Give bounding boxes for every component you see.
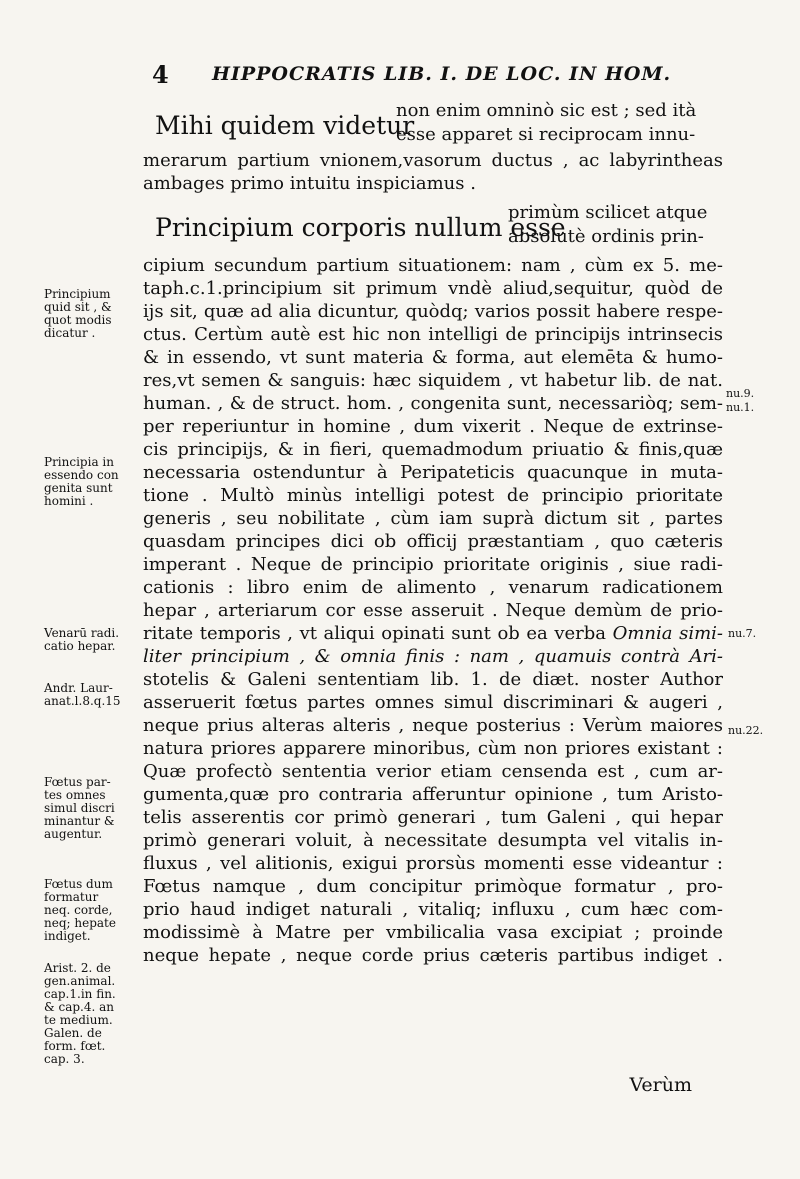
text-line: natura priores apparere minoribus, cùm non priores existant : [143,738,723,759]
margin-reference: nu.7. [728,627,757,640]
text-line: generis , seu nobilitate , cùm iam suprà dictum sit , partes [143,508,723,529]
margin-note-line: tes omnes [44,788,106,802]
margin-note [44,682,140,708]
margin-note-line: neq; hepate [44,916,116,930]
italic-quote: Omnia simi- [612,623,723,644]
text-line: cis principijs, & in fieri, quemadmodum priuatio & finis,quæ [143,439,723,460]
text-line: per reperiuntur in homine , dum vixerit . Neque de extrinse- [143,416,723,437]
margin-note-line: simul discri [44,801,115,815]
margin-reference: nu.9. [726,387,755,400]
text-line: ijs sit, quæ ad alia dicuntur, quòdq; varios possit habere respe- [143,301,723,322]
lemma-2-lead: Principium corporis nullum esse [155,213,566,242]
margin-note-line: quot modis [44,313,112,327]
margin-note-line: augentur. [44,827,103,841]
lemma-1-lead: Mihi quidem videtur [155,111,415,140]
text-line: imperant . Neque de principio prioritate originis , siue radi- [143,554,723,575]
text-line: asseruerit fœtus partes omnes simul discriminari & augeri , [143,692,723,713]
text-line: cipium secundum partium situationem: nam , cùm ex 5. me- [143,255,723,276]
margin-note [44,627,140,653]
margin-note-line: essendo con [44,468,119,482]
text-line: Fœtus namque , dum concipitur primòque formatur , pro- [143,876,723,897]
margin-note-line: neq. corde, [44,903,113,917]
text-line: ctus. Certùm autè est hic non intelligi de principijs intrinsecis [143,324,723,345]
text-line: necessaria ostenduntur à Peripateticis quacunque in muta- [143,462,723,483]
text-line: neque hepate , neque corde prius cæteris partibus indiget . [143,945,723,966]
margin-reference: nu.22. [728,724,764,737]
margin-reference: nu.1. [726,401,755,414]
text-line: primò generari voluit, à necessitate desumpta vel vitalis in- [143,830,723,851]
text-line: tione . Multò minùs intelligi potest de principio prioritate [143,485,723,506]
margin-note [44,962,140,1066]
margin-note-line: Principia in [44,455,114,469]
text-line: cationis : libro enim de alimento , venarum radicationem [143,577,723,598]
margin-note [44,776,140,841]
margin-note-line: indiget. [44,929,91,943]
margin-note-line: gen.animal. [44,974,116,988]
margin-note [44,878,140,943]
text-line: ambages primo intuitu inspiciamus . [143,173,476,194]
margin-note-line: formatur [44,890,99,904]
lemma-2-upper: primùm scilicet atque [508,202,708,223]
text-line: telis asserentis cor primò generari , tum Galeni , qui hepar [143,807,723,828]
margin-note-line: Venarū radi. [44,626,120,640]
margin-note-line: anat.l.8.q.15 [44,694,121,708]
margin-note-line: catio hepar. [44,639,116,653]
margin-note-line: Fœtus par- [44,775,111,789]
margin-note-line: cap. 3. [44,1052,85,1066]
text-line: merarum partium vnionem,vasorum ductus , ac labyrintheas [143,150,723,171]
running-head: HIPPOCRATIS LIB. I. DE LOC. IN HOM. [212,63,672,85]
text-line [143,623,723,646]
margin-note-line: Fœtus dum [44,877,113,891]
text-line: Quæ profectò sententia verior etiam censenda est , cum ar- [143,761,723,782]
margin-note-line: dicatur . [44,326,96,340]
margin-note-line: cap.1.in fin. [44,987,116,1001]
lemma-1-upper: non enim omninò sic est ; sed ità [396,100,697,121]
page-header [0,58,800,94]
margin-note-line: homini . [44,494,94,508]
lemma-1-lower: esse apparet si reciprocam innu- [396,124,696,145]
text-line: neque prius alteras alteris , neque posterius : Verùm maiores [143,715,723,736]
text-line: & in essendo, vt sunt materia & forma, aut elemēta & humo- [143,347,723,368]
lemma-2-lower: absolutè ordinis prin- [508,226,704,247]
margin-note [44,288,140,340]
margin-note-line: Principium [44,287,111,301]
text-line: human. , & de struct. hom. , congenita sunt, necessariòq; sem- [143,393,723,414]
margin-note-line: genita sunt [44,481,113,495]
margin-note-line: quid sit , & [44,300,112,314]
text-line: taph.c.1.principium sit primum vndè aliud,sequitur, quòd de [143,278,723,299]
text-line: fluxus , vel alitionis, exigui prorsùs momenti esse videantur : [143,853,723,874]
margin-note-line: & cap.4. an [44,1000,115,1014]
catchword: Verùm [629,1074,692,1096]
text-line: hepar , arteriarum cor esse asseruit . Neque demùm de prio- [143,600,723,621]
margin-note [44,456,140,508]
text-line: liter principium , & omnia finis : nam , quamuis contrà Ari- [143,646,723,667]
margin-note-line: form. fœt. [44,1039,106,1053]
text-line: res,vt semen & sanguis: hæc siquidem , vt habetur lib. de nat. [143,370,723,391]
margin-note-line: Galen. de [44,1026,102,1040]
text-segment: ritate temporis , vt aliqui opinati sunt ob ea verba [143,623,607,644]
margin-note-line: te medium. [44,1013,113,1027]
text-line: quasdam principes dici ob officij præstantiam , quo cæteris [143,531,723,552]
text-line: stotelis & Galeni sententiam lib. 1. de diæt. noster Author [143,669,723,690]
margin-note-line: minantur & [44,814,115,828]
margin-note-line: Arist. 2. de [44,961,111,975]
margin-note-line: Andr. Laur- [44,681,113,695]
text-line: prio haud indiget naturali , vitaliq; influxu , cum hæc com- [143,899,723,920]
page-number: 4 [152,60,169,89]
text-line: gumenta,quæ pro contraria afferuntur opinione , tum Aristo- [143,784,723,805]
text-line: modissimè à Matre per vmbilicalia vasa excipiat ; proinde [143,922,723,943]
